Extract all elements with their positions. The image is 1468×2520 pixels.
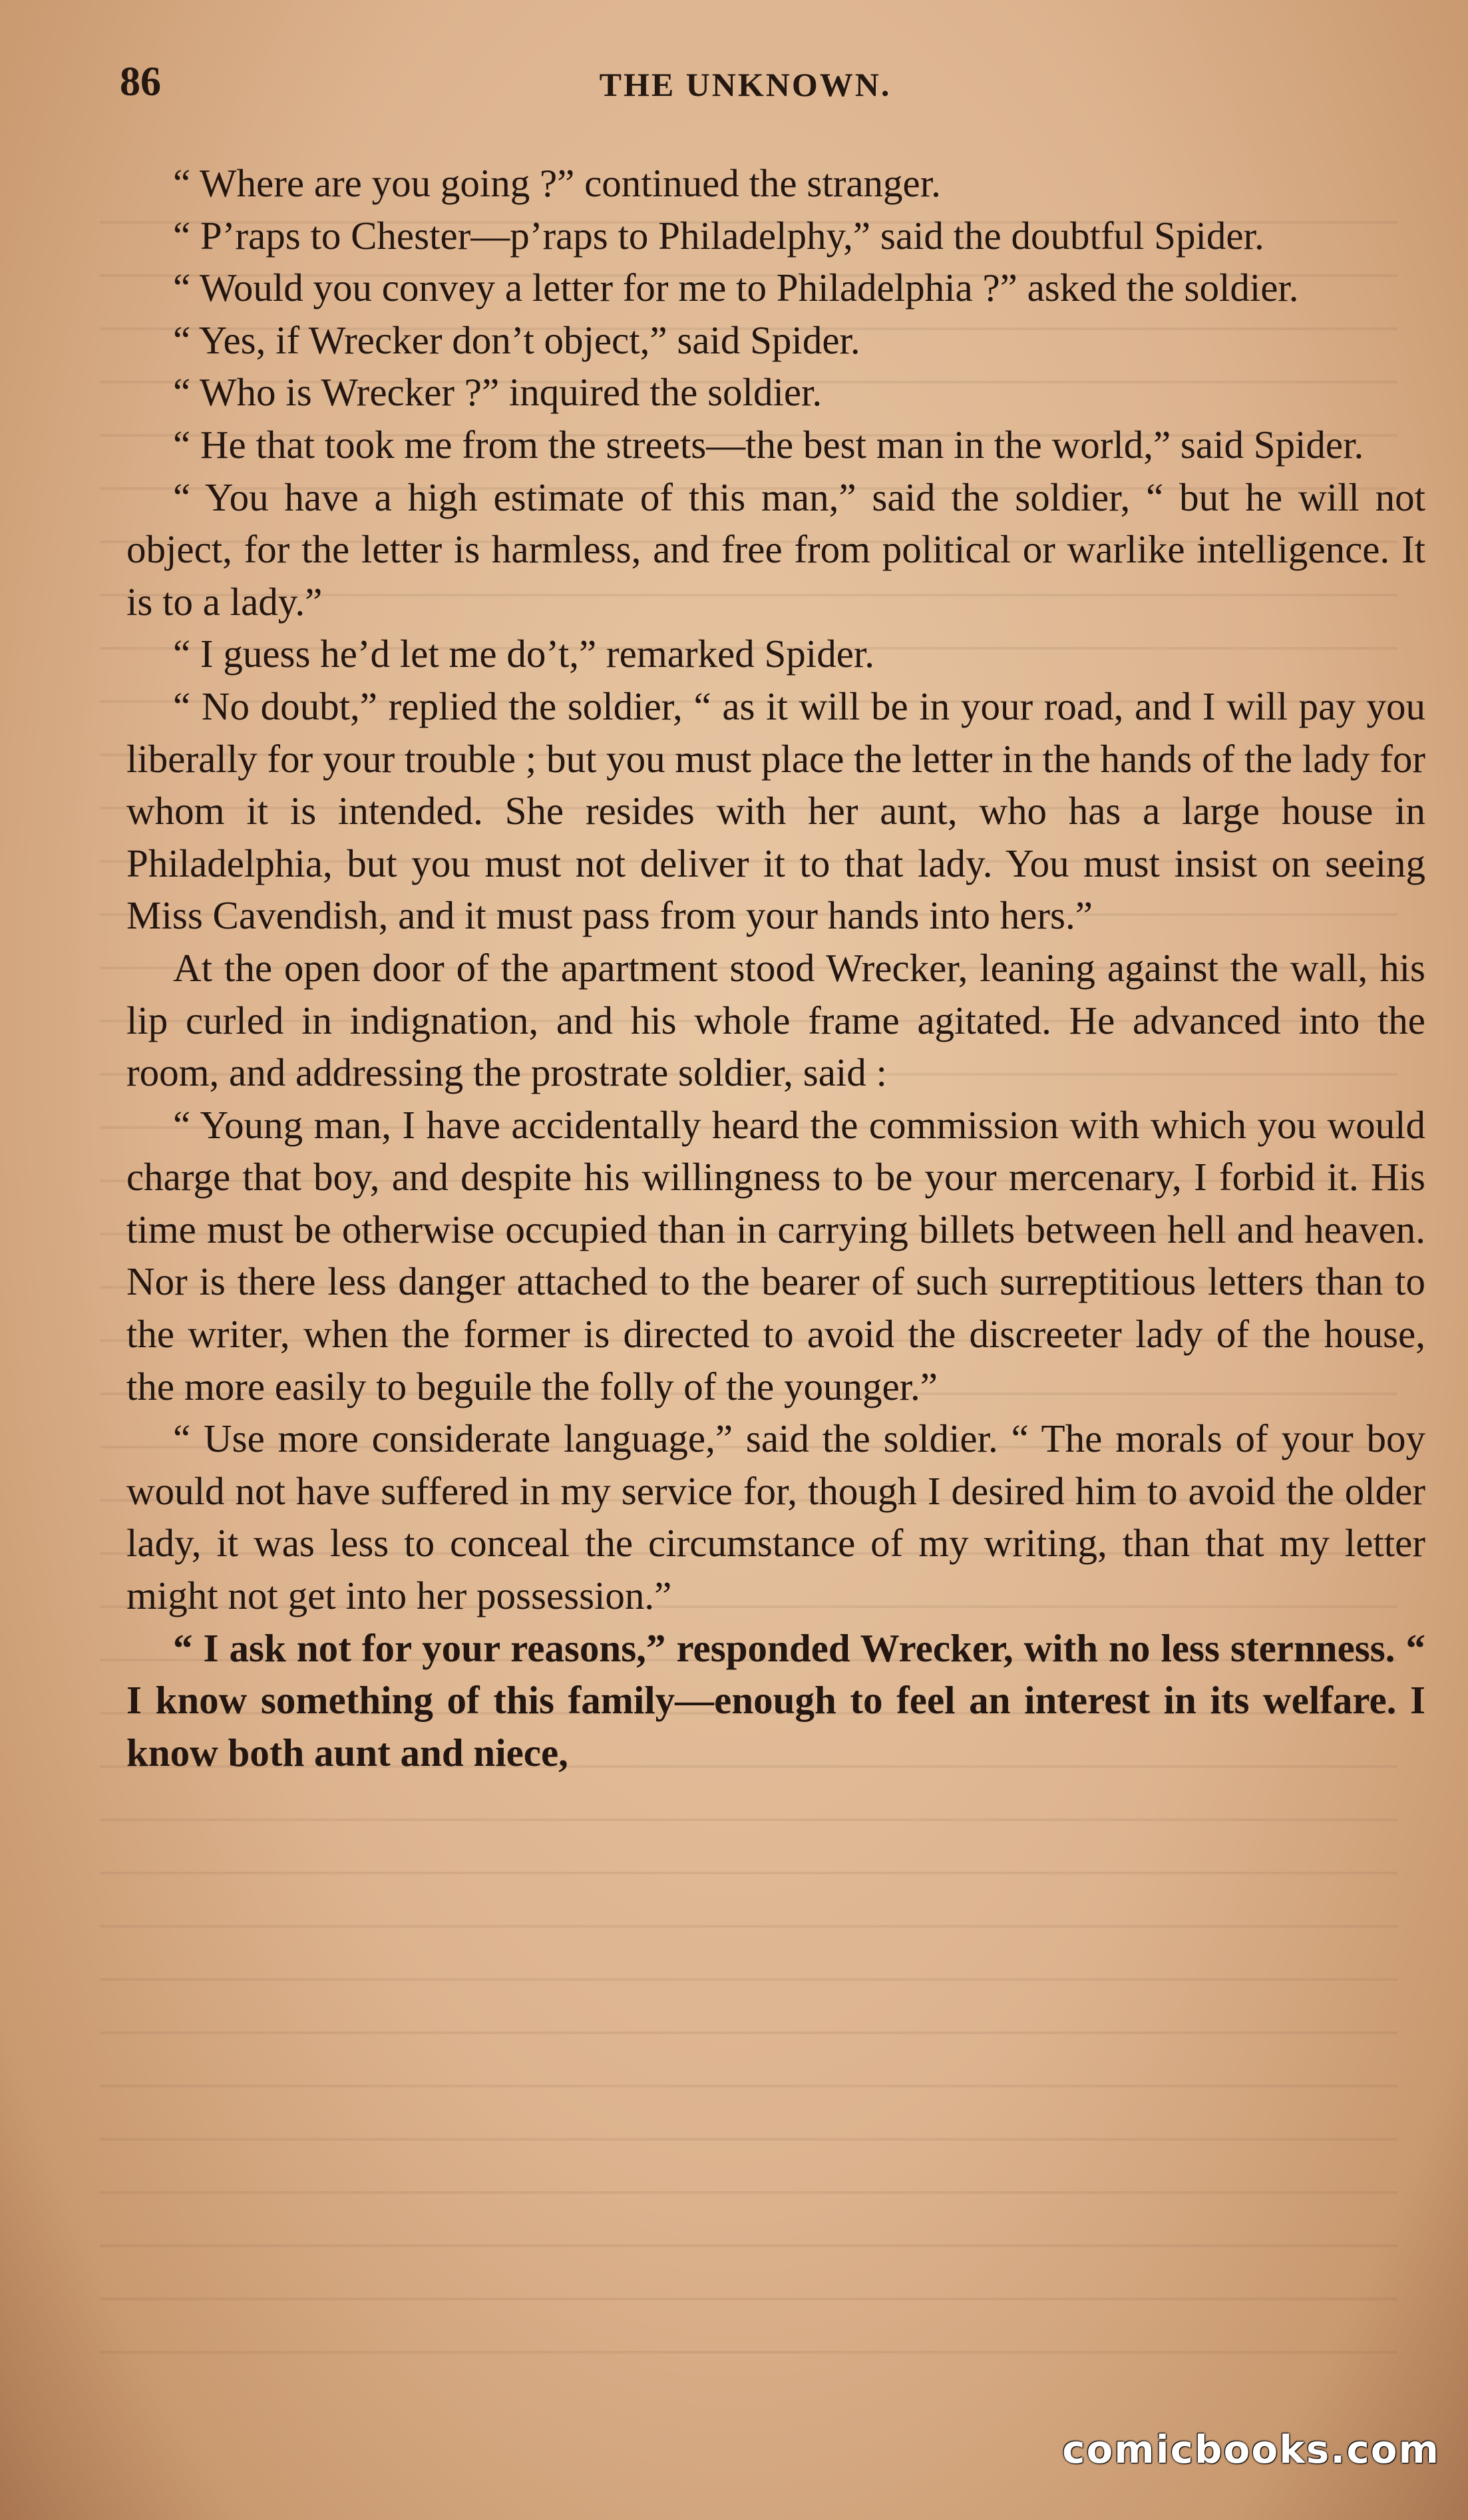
page-header <box>120 59 1371 112</box>
paragraph: “ Yes, if Wrecker don’t object,” said Spider. <box>173 317 860 362</box>
paragraph: At the open door of the apartment stood Wrecker, leaning against the wall, his lip curled in indignation, and his whole frame agitated. He advanced into the room, and addressing the prostrate soldier, said : <box>126 945 1425 1095</box>
paragraph: “ P’raps to Chester—p’raps to Philadelphy,” said the doubtful Spider. <box>173 213 1264 258</box>
paragraph: “ No doubt,” replied the soldier, “ as it will be in your road, and I will pay you liberally for your trouble ; but you must place the letter in the hands of the lady for whom it is intended. She resides with her aunt, who has a large house in Philadelphia, but you must not deliver it to that lady. You must insist on seeing Miss Cavendish, and it must pass from your hands into hers.” <box>126 684 1425 938</box>
paragraph: “ Where are you going ?” continued the stranger. <box>173 161 941 205</box>
site-watermark: comicbooks.com <box>1062 2427 1440 2472</box>
paragraph: “ You have a high estimate of this man,” said the soldier, “ but he will not object, for the letter is harmless, and free from political or warlike intelligence. It is to a lady.” <box>126 475 1425 624</box>
paragraph: “ I guess he’d let me do’t,” remarked Spider. <box>173 632 875 676</box>
running-title: THE UNKNOWN. <box>599 66 892 103</box>
paragraph: “ I ask not for your reasons,” responded Wrecker, with no less sternness. “ I know something of this family—enough to feel an interest in its welfare. I know both aunt and niece, <box>126 1625 1425 1775</box>
body-text <box>126 157 1425 1779</box>
paragraph: “ Would you convey a letter for me to Philadelphia ?” asked the soldier. <box>173 266 1299 310</box>
paragraph: “ Young man, I have accidentally heard the commission with which you would charge that boy, and despite his willingness to be your mercenary, I forbid it. His time must be otherwise occupied than in carrying billets between hell and heaven. Nor is there less danger attached to the bearer of such surreptitious letters than to the writer, when the former is directed to avoid the discreeter lady of the house, the more easily to beguile the folly of the younger.” <box>126 1102 1425 1408</box>
paragraph: “ Who is Wrecker ?” inquired the soldier. <box>173 370 823 415</box>
paragraph: “ He that took me from the streets—the best man in the world,” said Spider. <box>173 422 1364 467</box>
page-number: 86 <box>120 59 161 105</box>
paragraph: “ Use more considerate language,” said the soldier. “ The morals of your boy would not have suffered in my service for, though I desired him to avoid the older lady, it was less to conceal the circumstance of my writing, than that my letter might not get into her possession.” <box>126 1416 1425 1618</box>
